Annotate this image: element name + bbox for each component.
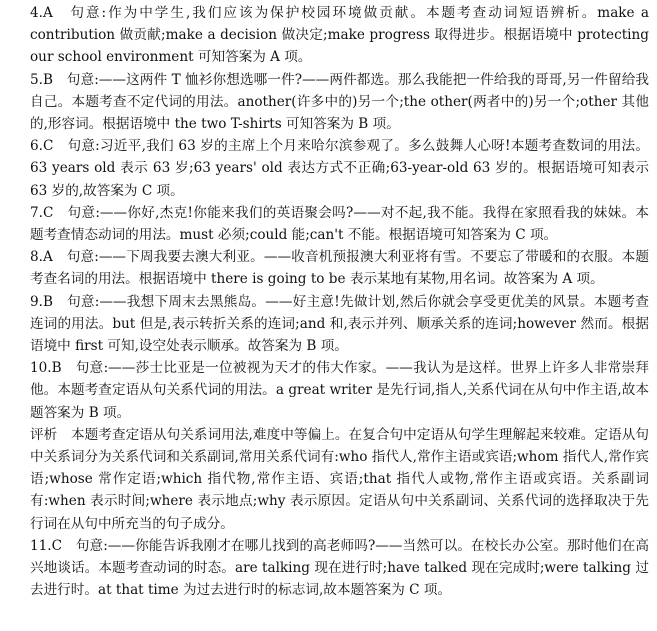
explanation-item-8: 8.A 句意:——下周我要去澳大利亚。——收音机预报澳大利亚将有雪。不要忘了带暖和的衣服。本题考查名词的用法。根据语境中 there is going to be 表示某地有某物,用名词。故答案为 A 项。 (30, 249, 649, 288)
explanation-item-5: 5.B 句意:——这两件 T 恤衫你想选哪一件?——两件都选。那么我能把一件给我的哥哥,另一件留给我自己。本题考查不定代词的用法。another(许多中的)另一个;the other(两者中的)另一个;other 其他的,形容词。根据语境中 the two T-shirts 可知答案为 B 项。 (30, 71, 649, 133)
explanation-item-10: 10.B 句意:——莎士比亚是一位被视为天才的伟大作家。——我认为是这样。世界上许多人非常崇拜他。本题考查定语从句关系代词的用法。a great writer 是先行词,指人,关系代词在从句中作主语,故本题答案为 B 项。 (30, 360, 649, 421)
explanation-item-9: 9.B 句意:——我想下周末去黑熊岛。——好主意!先做计划,然后你就会享受更优美的风景。本题考查连词的用法。but 但是,表示转折关系的连词;and 和,表示并列、顺承关系的连词;however 然而。根据语境中 first 可知,设空处表示顺承。故答案为 B 项。 (30, 293, 649, 355)
explanation-item-4: 4.A 句意:作为中学生,我们应该为保护校园环境做贡献。本题考查动词短语辨析。make a contribution 做贡献;make a decision 做决定;make progress 取得进步。根据语境中 protecting our school environment 可知答案为 A 项。 (30, 5, 649, 66)
analysis-paragraph: 评析 本题考查定语从句关系词用法,难度中等偏上。在复合句中定语从句学生理解起来较难。定语从句中关系词分为关系代词和关系副词,常用关系代词有:who 指代人,常作主语或宾语;whom 指代人,常作宾语;whose 常作定语;which 指代物,常作主语、宾语;that 指代人或物,常作主语或宾语。关系副词有:when 表示时间;where 表示地点;why 表示原因。定语从句中关系副词、关系代词的选择取决于先行词在从句中所充当的句子成分。 (30, 426, 649, 532)
explanation-item-7: 7.C 句意:——你好,杰克!你能来我们的英语聚会吗?——对不起,我不能。我得在家照看我的妹妹。本题考查情态动词的用法。must 必须;could 能;can't 不能。根据语境可知答案为 C 项。 (30, 204, 649, 244)
explanation-item-11: 11.C 句意:——你能告诉我刚才在哪儿找到的高老师吗?——当然可以。在校长办公室。那时他们在高兴地谈话。本题考查动词的时态。are talking 现在进行时;have talked 现在完成时;were talking 过去进行时。at that time 为过去进行时的标志词,故本题答案为 C 项。 (30, 537, 649, 599)
explanation-item-6: 6.C 句意:习近平,我们 63 岁的主席上个月来哈尔滨参观了。多么鼓舞人心呀!本题考查数词的用法。63 years old 表示 63 岁;63 years' old 表达方式不正确;63-year-old 63 岁的。根据语境可知表示 63 岁的,故答案为 C 项。 (30, 138, 649, 199)
